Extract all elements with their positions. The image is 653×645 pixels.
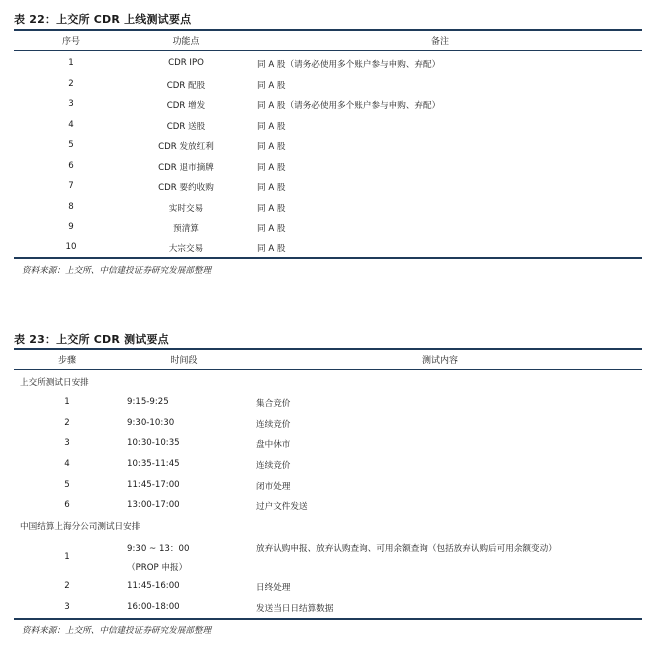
row-step: 1 [64,397,70,407]
row-content: 发送当日日结算数据 [256,604,334,614]
row-content: 过户文件发送 [256,502,308,512]
row-period: 11:45-17:00 [127,480,180,490]
table22-bottom-rule [14,257,642,259]
row-remark: 同 A 股 [257,244,286,254]
row-feature: CDR 配股 [166,81,206,91]
row-content: 盘中休市 [256,440,291,450]
row-remark: 同 A 股（请务必使用多个账户参与申购、弃配） [257,60,441,70]
row-no: 4 [68,120,74,130]
row-no: 2 [68,79,74,89]
row-no: 6 [68,161,74,171]
row-feature: CDR 发放红利 [158,142,214,152]
row-step: 1 [64,552,70,562]
row-remark: 同 A 股 [257,204,286,214]
row-step: 2 [64,418,70,428]
row-remark: 同 A 股 [257,122,286,132]
row-no: 10 [65,242,77,252]
row-step: 2 [64,581,70,591]
table22-header-feature: 功能点 [172,37,200,47]
row-content: 放弃认购申报、放弃认购查询、可用余额查询（包括放弃认购后可用余额变动） [256,544,557,554]
row-no: 9 [68,222,74,232]
row-remark: 同 A 股 [257,142,286,152]
row-step: 6 [64,500,70,510]
row-content: 集合竞价 [256,399,291,409]
row-remark: 同 A 股（请务必使用多个账户参与申购、弃配） [257,101,441,111]
row-step: 4 [64,459,70,469]
table23-header-rule [14,369,642,370]
row-remark: 同 A 股 [257,224,286,234]
row-feature: CDR 增发 [166,101,206,111]
row-period: 10:30-10:35 [127,438,180,448]
row-no: 7 [68,181,74,191]
table22-source: 资料来源：上交所、中信建投证券研究发展部整理 [22,266,212,276]
row-step: 3 [64,602,70,612]
table23-source: 资料来源：上交所、中信建投证券研究发展部整理 [22,626,212,636]
row-feature: 大宗交易 [168,244,204,254]
row-feature: CDR 送股 [166,122,206,132]
row-period: 9:30-10:30 [127,418,175,428]
row-feature: CDR 要约收购 [158,183,214,193]
row-period: 16:00-18:00 [127,602,180,612]
row-step: 5 [64,480,70,490]
section-label-sse: 上交所测试日安排 [20,378,89,388]
table23-header-period: 时间段 [170,356,198,366]
table23-title: 表 23：上交所 CDR 测试要点 [14,333,169,346]
row-no: 5 [68,140,74,150]
table22-top-rule [14,29,642,31]
row-period: 9:30 ~ 13：00 [127,544,190,554]
row-period: 10:35-11:45 [127,459,180,469]
row-feature: 实时交易 [168,204,204,214]
row-content: 连续竞价 [256,461,291,471]
row-remark: 同 A 股 [257,81,286,91]
table22-title: 表 22：上交所 CDR 上线测试要点 [14,13,192,26]
table22-header-remark: 备注 [430,37,450,47]
section-label-csdc: 中国结算上海分公司测试日安排 [20,522,141,532]
row-feature: CDR IPO [168,58,204,68]
row-no: 8 [68,202,74,212]
table22-header-rule [14,50,642,51]
table23-bottom-rule [14,618,642,620]
row-feature: CDR 退市摘牌 [158,163,214,173]
row-step: 3 [64,438,70,448]
row-period: 11:45-16:00 [127,581,180,591]
table22-header-no: 序号 [61,37,81,47]
row-no: 1 [68,58,74,68]
row-remark: 同 A 股 [257,183,286,193]
table23-header-step: 步骤 [57,356,77,366]
row-content: 日终处理 [256,583,291,593]
row-remark: 同 A 股 [257,163,286,173]
row-period: 9:15-9:25 [127,397,169,407]
table23-header-content: 测试内容 [421,356,459,366]
row-content: 连续竞价 [256,420,291,430]
row-feature: 预清算 [173,224,199,234]
row-period-note: （PROP 申报） [127,563,188,573]
table23-top-rule [14,348,642,350]
row-content: 闭市处理 [256,482,291,492]
row-no: 3 [68,99,74,109]
row-period: 13:00-17:00 [127,500,180,510]
